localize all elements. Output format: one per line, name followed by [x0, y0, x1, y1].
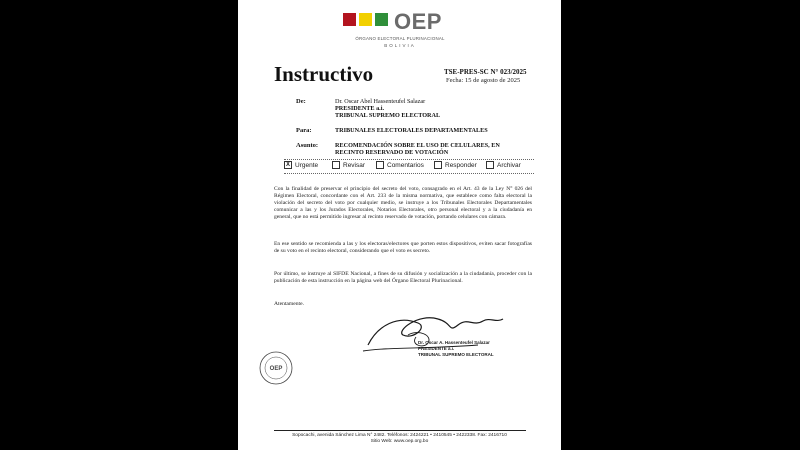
checkbox-archivar[interactable] — [486, 161, 494, 169]
subject-label: Asunto: — [296, 142, 319, 149]
logo-subtitle: ÓRGANO ELECTORAL PLURINACIONAL — [355, 36, 445, 41]
official-stamp — [258, 350, 294, 386]
document-page — [238, 0, 561, 450]
option-label-responder: Responder — [445, 161, 477, 169]
option-urgente[interactable] — [284, 161, 318, 169]
option-comentarios[interactable] — [376, 161, 424, 169]
from-label: De: — [296, 98, 306, 105]
logo-text: OEP — [394, 9, 442, 34]
option-responder[interactable] — [434, 161, 477, 169]
document-date: Fecha: 15 de agosto de 2025 — [446, 77, 521, 84]
options-bottom-rule — [284, 173, 534, 174]
checkbox-urgente[interactable]: X — [285, 162, 290, 168]
document-reference: TSE-PRES-SC N° 023/2025 — [444, 68, 527, 76]
from-org: TRIBUNAL SUPREMO ELECTORAL — [335, 112, 441, 119]
subject-line-2: RECINTO RESERVADO DE VOTACIÓN — [335, 149, 449, 156]
signature-org: TRIBUNAL SUPREMO ELECTORAL — [418, 352, 494, 357]
checkbox-responder[interactable] — [434, 161, 442, 169]
body-paragraph-1: Con la finalidad de preservar el principio del secreto del voto, consagrado en el Art. 43 de la Ley N° 026 del Régimen Electoral, concordante con el Art. 233 de la misma normativa, que establece como falta electoral la violación del secreto del voto por cualquier medio, se instruye a los Tribunales Electorales Departamentales comunicar a las y los Jurados Electorales, Notarios Electorales, otro personal electoral y a la ciudadanía en general, que no está permitido ingresar al recinto reservado de votación, portando celulares con cámara. — [274, 186, 532, 220]
body-paragraph-2: En ese sentido se recomienda a las y los electoras/electores que porten estos dispositivos, eviten sacar fotografías de su voto en el recinto electoral, considerando que el voto es secreto. — [274, 241, 532, 254]
option-label-revisar: Revisar — [343, 161, 366, 169]
closing-text: Atentamente. — [274, 301, 304, 307]
footer-website[interactable]: Sitio Web: www.oep.org.bo — [370, 439, 429, 444]
signature-block — [418, 340, 494, 358]
document-title: Instructivo — [274, 62, 374, 86]
option-revisar[interactable] — [332, 161, 365, 169]
signature-name: Dr. Oscar A. Hassenteufel Salazar — [418, 340, 490, 345]
checkbox-revisar[interactable] — [332, 161, 340, 169]
stamp-text: OEP — [269, 366, 283, 372]
from-role: PRESIDENTE a.i. — [335, 105, 384, 112]
footer — [258, 433, 541, 445]
footer-address: Sopocachi, avenida Sánchez Lima N° 2482. Teléfonos: 2424221 • 2410545 • 2422338. Fax: 2416710 — [292, 433, 507, 438]
logo-green-square — [375, 13, 388, 26]
option-label-comentarios: Comentarios — [387, 161, 424, 169]
from-name: Dr. Oscar Abel Hassenteufel Salazar — [335, 98, 426, 105]
priority-options — [284, 161, 534, 171]
logo-country: BOLIVIA — [384, 43, 416, 48]
option-archivar[interactable] — [486, 161, 521, 169]
signature-role: PRESIDENTE a.i. — [418, 346, 455, 351]
option-label-archivar: Archivar — [497, 161, 521, 169]
footer-rule — [274, 430, 526, 431]
to-value: TRIBUNALES ELECTORALES DEPARTAMENTALES — [335, 127, 488, 134]
options-top-rule — [284, 159, 534, 160]
oep-logo — [343, 9, 483, 56]
logo-yellow-square — [359, 13, 372, 26]
to-label: Para: — [296, 127, 312, 134]
checkbox-comentarios[interactable] — [376, 161, 384, 169]
subject-line-1: RECOMENDACIÓN SOBRE EL USO DE CELULARES, EN — [335, 142, 500, 149]
option-label-urgente: Urgente — [295, 161, 319, 169]
body-paragraph-3: Por último, se instruye al SIFDE Nacional, a fines de su difusión y socialización a la ciudadanía, proceder con la publicación de esta instrucción en la página web del Órgano Electoral Plurinacional. — [274, 271, 532, 284]
logo-red-square — [343, 13, 356, 26]
